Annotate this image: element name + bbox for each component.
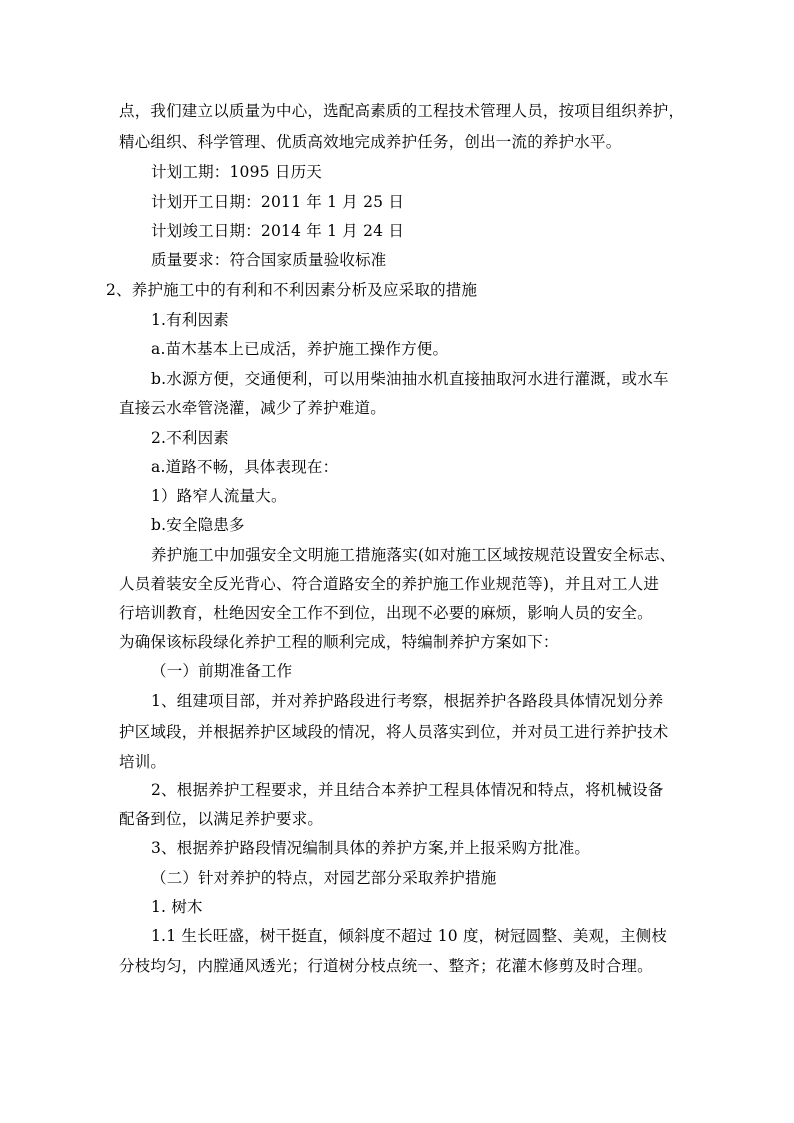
subheading: 1. 树木 [151, 898, 203, 916]
text-line: 计划竣工日期：2014 年 1 月 24 日 [151, 222, 405, 240]
text-line: 1）路窄人流量大。 [151, 487, 287, 505]
text-line: 为确保该标段绿化养护工程的顺利完成，特编制养护方案如下： [119, 633, 559, 651]
text-line: 护区域段，并根据养护区域段的情况，将人员落实到位，并对员工进行养护技术 [119, 723, 669, 741]
subheading: 2.不利因素 [151, 429, 229, 447]
text-line: 培训。 [119, 753, 167, 771]
text-line: b.水源方便，交通便利，可以用柴油抽水机直接抽取河水进行灌溉，或水车 [151, 370, 669, 388]
subheading: （一）前期准备工作 [151, 662, 293, 680]
text-line: 3、根据养护路段情况编制具体的养护方案,并上报采购方批准。 [151, 839, 591, 857]
text-line: 点，我们建立以质量为中心，选配高素质的工程技术管理人员，按项目组织养护， [119, 102, 685, 120]
text-line: 分枝均匀，内膛通风透光；行道树分枝点统一、整齐；花灌木修剪及时合理。 [119, 957, 653, 975]
subheading: 1.有利因素 [151, 311, 229, 329]
text-line: a.道路不畅，具体表现在： [151, 458, 339, 476]
subheading: （二）针对养护的特点，对园艺部分采取养护措施 [151, 869, 497, 887]
text-line: 计划工期：1095 日历天 [151, 163, 322, 181]
section-heading: 2、养护施工中的有利和不利因素分析及应采取的措施 [106, 281, 478, 299]
text-line: 配备到位，以满足养护要求。 [119, 810, 324, 828]
text-line: 养护施工中加强安全文明施工措施落实(如对施工区域按规范设置安全标志、 [151, 546, 676, 564]
text-line: 1.1 生长旺盛，树干挺直，倾斜度不超过 10 度，树冠圆整、美观，主侧枝 [151, 927, 668, 945]
text-line: 计划开工日期：2011 年 1 月 25 日 [151, 193, 405, 211]
text-line: a.苗木基本上已成活，养护施工操作方便。 [151, 340, 449, 358]
text-line: b.安全隐患多 [151, 516, 245, 534]
text-line: 直接云水牵管浇灌，减少了养护难道。 [119, 399, 386, 417]
text-line: 1、组建项目部，并对养护路段进行考察，根据养护各路段具体情况划分养 [151, 692, 664, 710]
text-line: 2、根据养护工程要求，并且结合本养护工程具体情况和特点，将机械设备 [151, 781, 664, 799]
text-line: 精心组织、科学管理、优质高效地完成养护任务，创出一流的养护水平。 [119, 133, 622, 151]
text-line: 质量要求：符合国家质量验收标准 [151, 251, 387, 269]
text-line: 人员着装安全反光背心、符合道路安全的养护施工作业规范等)，并且对工人进 [119, 575, 660, 593]
text-line: 行培训教育，杜绝因安全工作不到位，出现不必要的麻烦，影响人员的安全。 [119, 604, 653, 622]
